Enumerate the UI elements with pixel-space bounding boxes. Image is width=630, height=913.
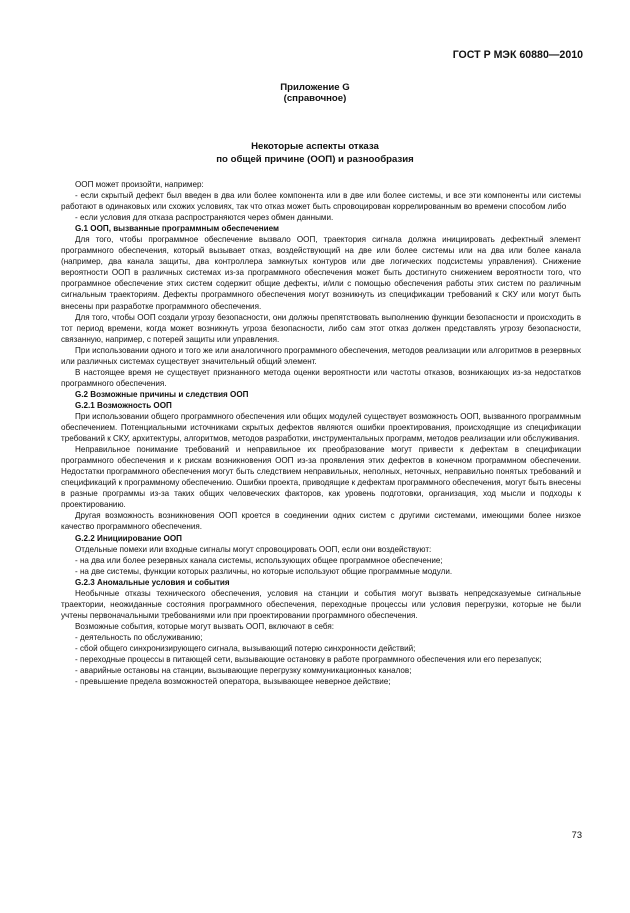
subsection-heading: G.2.2 Инициирование ООП [75, 533, 182, 543]
subsection-heading: G.2.1 Возможность ООП [75, 400, 172, 410]
paragraph: - превышение предела возможностей оператора, вызывающее неверное действие; [75, 677, 391, 687]
paragraph: Для того, чтобы ООП создали угрозу безопасности, они должны препятствовать выполнению функции безопасности и происходить в тот период времени, когда может возникнуть угроза безопасности, либо сам этот отказ должен представлять угрозу безопасности, связанную, например, с потерей защиты или управления. [61, 312, 581, 344]
paragraph: - на две системы, функции которых различны, но которые используют общие программные модули. [75, 566, 453, 576]
paragraph: - сбой общего синхронизирующего сигнала, вызывающий потерю синхронности действий; [75, 643, 416, 653]
paragraph: При использовании одного и того же или аналогичного программного обеспечения, методов реализации или алгоритмов в резервных или различных системах существует значительный общий элемент. [61, 345, 581, 366]
section-heading [0, 140, 630, 166]
annex-title: Приложение G [280, 82, 350, 93]
annex-block [0, 82, 630, 104]
subsection-heading: G.2.3 Аномальные условия и события [75, 577, 230, 587]
paragraph: - на два или более резервных канала системы, использующих общее программное обеспечение; [75, 555, 443, 565]
standard-header: ГОСТ Р МЭК 60880—2010 [452, 49, 583, 61]
paragraph: Для того, чтобы программное обеспечение вызвало ООП, траектория сигнала должна инициировать дефектный элемент программного обеспечения, который вызывает отказ, воздействующий на две или более системы или на два или более канала (например, два канала защиты, два контроллера замкнутых контуров или две логических подсистемы управления). Снижение вероятности ООП в различных системах из-за программного обеспечения может быть достигнуто снижением вероятности того, что программное обеспечение этих систем содержит общие дефекты, и/или с помощью обеспечения работы этих систем по различным сигнальным траекториям. Дефекты программного обеспечения могут возникнуть из спецификации требований к СКУ или могут быть внесены при разработке программного обеспечения. [61, 235, 581, 311]
paragraph: - если условия для отказа распространяются через обмен данными. [75, 213, 334, 223]
paragraph: Неправильное понимание требований и неправильное их преобразование могут привести к дефектам в спецификации программного обеспечения и к рискам возникновения ООП из-за проявления этих дефектов в конечном программном обеспечении. Недостатки программного обеспечения могут быть следствием неправильных, неполных, неточных, неправильно понятых требований и спецификаций к программному обеспечению. Ошибки проекта, приводящие к дефектам программного обеспечения, могут быть внесены в разные программы из-за таких общих человеческих факторов, как уровень подготовки, организация, ход мысли и подходы к проектированию. [61, 445, 581, 510]
paragraph: При использовании общего программного обеспечения или общих модулей существует возможность ООП, вызванного программным обеспечением. Потенциальными источниками скрытых дефектов являются ошибки проектирования, происходящие из спецификации требований к СКУ, архитектуры, алгоритмов, методов разработки, инструментальных программ, методов реализации или обслуживания. [61, 411, 581, 444]
heading-line-1: Некоторые аспекты отказа [251, 141, 379, 152]
paragraph: - переходные процессы в питающей сети, вызывающие остановку в работе программного обеспечения или его перезапуск; [75, 655, 542, 665]
paragraph: - аварийные остановы на станции, вызывающие перегрузку коммуникационных каналов; [75, 666, 412, 676]
subsection-heading: G.1 ООП, вызванные программным обеспечением [75, 224, 279, 234]
paragraph: Необычные отказы технического обеспечения, условия на станции и события могут вызвать непредсказуемые сигнальные траектории, неожиданные состояния программного обеспечения, переходные процессы или условия перегрузки, которые не были учтены первоначальными требованиями или при проектировании программного обеспечения. [61, 588, 581, 620]
paragraph: Другая возможность возникновения ООП кроется в соединении одних систем с другими системами, имеющими более низкое качество программного обеспечения. [61, 511, 581, 532]
paragraph: Возможные события, которые могут вызвать ООП, включают в себя: [75, 621, 334, 631]
heading-line-2: по общей причине (ООП) и разнообразия [216, 154, 414, 165]
annex-subtitle: (справочное) [283, 93, 347, 104]
subsection-heading: G.2 Возможные причины и следствия ООП [75, 389, 249, 399]
paragraph: ООП может произойти, например: [75, 180, 204, 189]
paragraph: В настоящее время не существует признанного метода оценки вероятности или частоты отказов, возникающих из-за недостатков программного обеспечения. [61, 367, 581, 388]
paragraph: - деятельность по обслуживанию; [75, 632, 203, 642]
body-text [61, 179, 581, 687]
paragraph: - если скрытый дефект был введен в два или более компонента или в две или более системы, и все эти компоненты или системы работают в одинаковых или схожих условиях, так что отказ может быть спровоцирован коррелированным во времени способом либо [61, 191, 581, 212]
page-number: 73 [571, 830, 582, 840]
paragraph: Отдельные помехи или входные сигналы могут спровоцировать ООП, если они воздействуют: [75, 544, 432, 554]
